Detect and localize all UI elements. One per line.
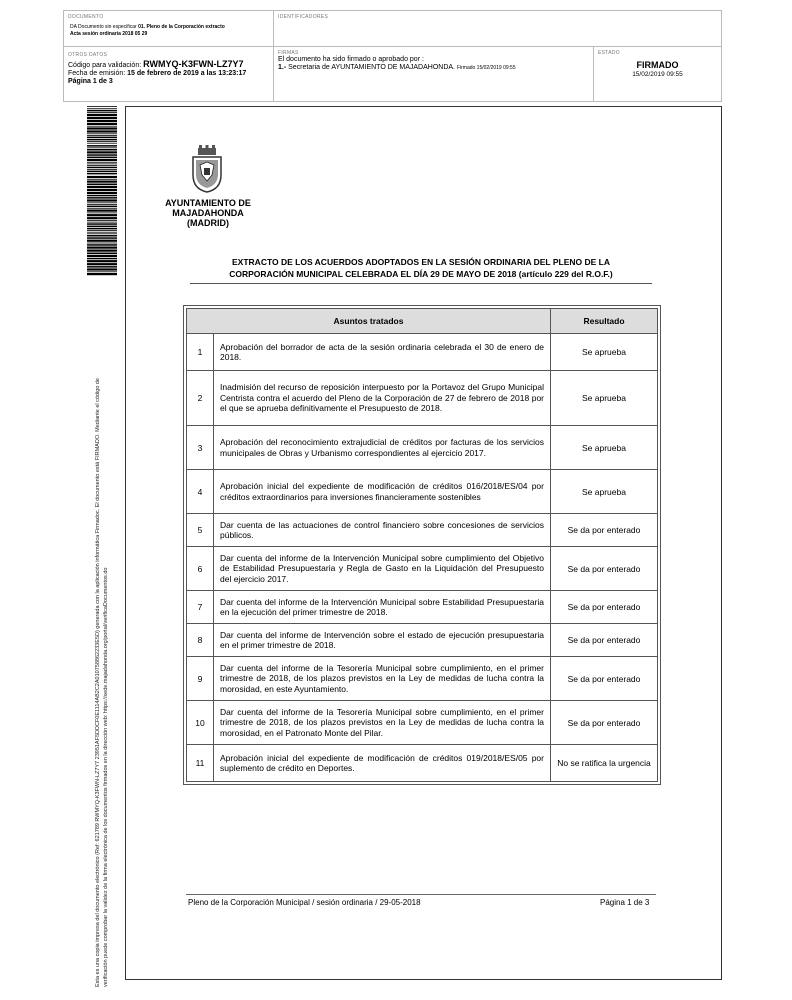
row-result: Se aprueba	[551, 371, 658, 426]
row-result: Se aprueba	[551, 334, 658, 371]
estado-label: ESTADO	[598, 50, 620, 56]
table-row	[187, 745, 658, 782]
identificadores-cell	[274, 11, 721, 47]
verification-side-note: Esta es una copia impresa del documento electrónico (Ref: 621789 RWMYQ-K3FWN-LZ7Y7 23951AF5DDCF0E1114AB2C2A010758862233E5D) generada con la aplicación informática Firmadoc. El documento está FIRMADO. Mediante el código de verificación puede comprobar la validez de la firma electrónica de los documentos firmados en la dirección web: https://sede.majadahonda.org/portal/verificaDocumentos.do	[95, 378, 109, 987]
row-subject: Aprobación inicial del expediente de modificación de créditos 019/2018/ES/05 por suplemento de crédito en Deportes.	[214, 745, 551, 782]
row-subject: Dar cuenta de las actuaciones de control financiero sobre concesiones de servicios públicos.	[214, 514, 551, 547]
status-badge: FIRMADO	[636, 60, 679, 70]
footer-divider	[186, 894, 656, 895]
status-datetime: 15/02/2019 09:55	[632, 71, 683, 78]
table-row	[187, 426, 658, 470]
firmas-label: FIRMAS	[278, 50, 299, 56]
row-number: 3	[187, 426, 214, 470]
emission-date: 15 de febrero de 2019 a las 13:23:17	[127, 70, 247, 77]
estado-cell	[594, 47, 721, 101]
document-header	[63, 10, 722, 102]
row-result: Se da por enterado	[551, 624, 658, 657]
table-header-row	[187, 309, 658, 334]
signer-name: Secretaria de AYUNTAMIENTO DE MAJADAHONDA.	[288, 64, 455, 71]
title-divider	[190, 283, 652, 284]
row-number: 8	[187, 624, 214, 657]
row-number: 1	[187, 334, 214, 371]
documento-description: DA Documento sin especificar 01. Pleno de la Corporación extracto Acta sesión ordinaria 2018 05 29	[70, 24, 225, 37]
validation-code: RWMYQ-K3FWN-LZ7Y7	[143, 59, 244, 69]
documento-label: DOCUMENTO	[68, 14, 104, 20]
signed-at: Firmado 15/02/2019 09:55	[456, 65, 516, 71]
table-row	[187, 624, 658, 657]
table-row	[187, 701, 658, 745]
firmas-intro: El documento ha sido firmado o aprobado por :	[278, 56, 424, 63]
row-result: Se da por enterado	[551, 547, 658, 591]
row-subject: Aprobación del borrador de acta de la sesión ordinaria celebrada el 30 de enero de 2018.	[214, 334, 551, 371]
row-result: Se aprueba	[551, 426, 658, 470]
asuntos-header: Asuntos tratados	[187, 309, 551, 334]
row-number: 9	[187, 657, 214, 701]
agreements-table	[186, 308, 658, 782]
signer-line: 1.- Secretaria de AYUNTAMIENTO DE MAJADAHONDA. Firmado 15/02/2019 09:55	[278, 64, 516, 71]
otros-datos-cell	[64, 47, 274, 101]
row-result: Se da por enterado	[551, 701, 658, 745]
row-result: Se aprueba	[551, 470, 658, 514]
resultado-header: Resultado	[551, 309, 658, 334]
row-result: No se ratifica la urgencia	[551, 745, 658, 782]
documento-cell	[64, 11, 274, 47]
row-result: Se da por enterado	[551, 657, 658, 701]
row-result: Se da por enterado	[551, 514, 658, 547]
organization-name: AYUNTAMIENTO DE MAJADAHONDA (MADRID)	[165, 198, 251, 228]
row-number: 4	[187, 470, 214, 514]
coat-of-arms-icon	[190, 145, 224, 193]
footer-page-number: Página 1 de 3	[600, 898, 650, 907]
row-subject: Dar cuenta del informe de la Tesorería Municipal sobre cumplimiento, en el primer trimestre de 2018, de los plazos previstos en la Ley de medidas de lucha contra la morosidad, en el Patronato Monte del Pilar.	[214, 701, 551, 745]
row-subject: Dar cuenta del informe de la Intervención Municipal sobre cumplimiento del Objetivo de Estabilidad Presupuestaria y Regla de Gasto en la Liquidación del Presupuesto del ejercicio 2017.	[214, 547, 551, 591]
firmas-cell	[274, 47, 594, 101]
row-subject: Dar cuenta del informe de la Tesorería Municipal sobre cumplimiento, en el primer trimestre de 2018, de los plazos previstos en la Ley de medidas de lucha contra la morosidad, en este Ayuntamiento.	[214, 657, 551, 701]
table-row	[187, 514, 658, 547]
row-result: Se da por enterado	[551, 591, 658, 624]
barcode-icon	[87, 106, 117, 276]
table-row	[187, 591, 658, 624]
table-row	[187, 371, 658, 426]
table-row	[187, 334, 658, 371]
validation-code-line: Código para validación: RWMYQ-K3FWN-LZ7Y7	[68, 59, 244, 69]
identificadores-label: IDENTIFICADORES	[278, 14, 329, 20]
table-row	[187, 657, 658, 701]
table-row	[187, 470, 658, 514]
row-number: 5	[187, 514, 214, 547]
row-number: 10	[187, 701, 214, 745]
row-number: 7	[187, 591, 214, 624]
row-subject: Dar cuenta del informe de la Intervención Municipal sobre Estabilidad Presupuestaria en la ejecución del primer trimestre de 2018.	[214, 591, 551, 624]
row-number: 6	[187, 547, 214, 591]
page-indicator: Página 1 de 3	[68, 78, 113, 85]
footer-session: Pleno de la Corporación Municipal / sesión ordinaria / 29-05-2018	[188, 898, 421, 907]
row-number: 2	[187, 371, 214, 426]
emission-date-line: Fecha de emisión: 15 de febrero de 2019 a las 13:23:17	[68, 70, 247, 77]
page-title: EXTRACTO DE LOS ACUERDOS ADOPTADOS EN LA SESIÓN ORDINARIA DEL PLENO DE LA CORPORACIÓN MUNICIPAL CELEBRADA EL DÍA 29 DE MAYO DE 2018 (artículo 229 del R.O.F.)	[229, 257, 613, 279]
row-subject: Dar cuenta del informe de Intervención sobre el estado de ejecución presupuestaria en el primer trimestre de 2018.	[214, 624, 551, 657]
row-subject: Inadmisión del recurso de reposición interpuesto por la Portavoz del Grupo Municipal Centrista contra el acuerdo del Pleno de la Corporación de 27 de febrero de 2018 por el que se aprueba definitivamente el Presupuesto de 2018.	[214, 371, 551, 426]
row-number: 11	[187, 745, 214, 782]
table-row	[187, 547, 658, 591]
row-subject: Aprobación inicial del expediente de modificación de créditos 016/2018/ES/04 por créditos extraordinarios para inversiones financieramente sostenibles	[214, 470, 551, 514]
row-subject: Aprobación del reconocimiento extrajudicial de créditos por facturas de los servicios municipales de Obras y Urbanismo correspondientes al ejercicio 2017.	[214, 426, 551, 470]
otros-datos-label: OTROS DATOS	[68, 52, 108, 58]
